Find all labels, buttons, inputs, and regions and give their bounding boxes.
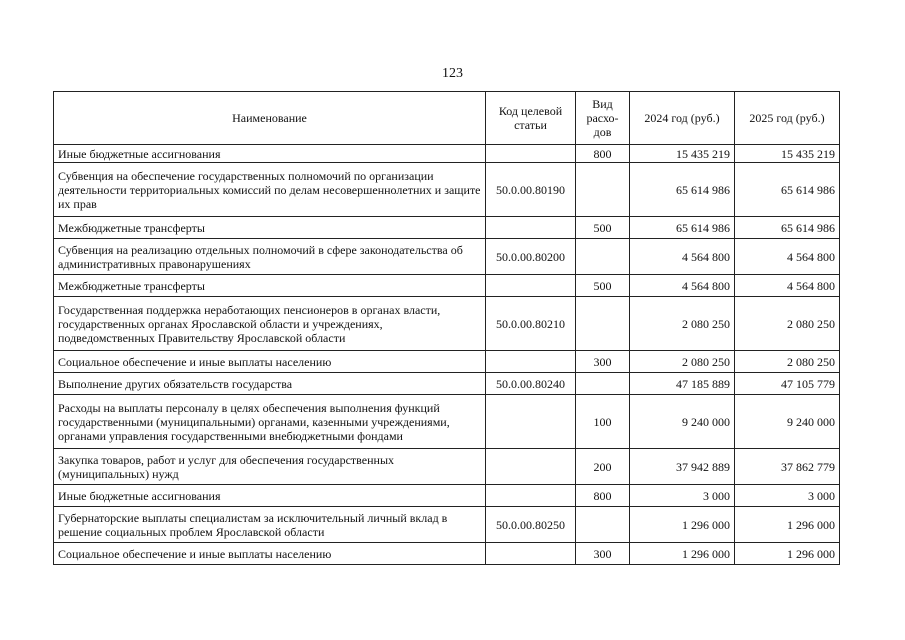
row-2024: 9 240 000: [630, 395, 735, 449]
row-code: 50.0.00.80190: [486, 163, 576, 217]
row-2024: 47 185 889: [630, 373, 735, 395]
table-body: [54, 145, 840, 565]
row-name: Субвенция на реализацию отдельных полномочий в сфере законодательства об административных правонарушениях: [54, 239, 486, 275]
header-code: Код целевой статьи: [486, 92, 576, 145]
row-code: 50.0.00.80200: [486, 239, 576, 275]
row-code: [486, 145, 576, 163]
row-name: Закупка товаров, работ и услуг для обеспечения государственных (муниципальных) нужд: [54, 449, 486, 485]
row-kind: 500: [576, 275, 630, 297]
row-code: [486, 395, 576, 449]
row-name: Социальное обеспечение и иные выплаты населению: [54, 351, 486, 373]
row-code: [486, 275, 576, 297]
row-code: [486, 449, 576, 485]
row-2025: 3 000: [735, 485, 840, 507]
row-code: 50.0.00.80240: [486, 373, 576, 395]
row-kind: [576, 507, 630, 543]
row-2025: 1 296 000: [735, 543, 840, 565]
row-2025: 9 240 000: [735, 395, 840, 449]
row-kind: [576, 297, 630, 351]
row-2024: 3 000: [630, 485, 735, 507]
row-kind: 300: [576, 543, 630, 565]
row-name: Расходы на выплаты персоналу в целях обеспечения выполнения функций государственными (муниципальными) органами, казенными учреждениями, органами управления государственными внебюджетными фондами: [54, 395, 486, 449]
table-row: [54, 395, 840, 449]
row-2024: 37 942 889: [630, 449, 735, 485]
header-name: Наименование: [54, 92, 486, 145]
table-row: [54, 485, 840, 507]
row-2025: 4 564 800: [735, 239, 840, 275]
row-code: [486, 543, 576, 565]
row-name: Иные бюджетные ассигнования: [54, 485, 486, 507]
row-2025: 1 296 000: [735, 507, 840, 543]
table-row: [54, 145, 840, 163]
header-2024: 2024 год (руб.): [630, 92, 735, 145]
row-2024: 65 614 986: [630, 163, 735, 217]
table-row: [54, 239, 840, 275]
header-kind: Вид расхо-дов: [576, 92, 630, 145]
header-2025: 2025 год (руб.): [735, 92, 840, 145]
row-kind: 500: [576, 217, 630, 239]
row-2025: 4 564 800: [735, 275, 840, 297]
row-2024: 1 296 000: [630, 543, 735, 565]
row-name: Государственная поддержка неработающих пенсионеров в органах власти, государственных органах Ярославской области и учреждениях, подведомственных Правительству Ярославской области: [54, 297, 486, 351]
row-name: Иные бюджетные ассигнования: [54, 145, 486, 163]
row-2024: 65 614 986: [630, 217, 735, 239]
row-code: 50.0.00.80250: [486, 507, 576, 543]
row-2024: 15 435 219: [630, 145, 735, 163]
row-name: Выполнение других обязательств государства: [54, 373, 486, 395]
row-code: 50.0.00.80210: [486, 297, 576, 351]
row-2024: 2 080 250: [630, 297, 735, 351]
row-name: Субвенция на обеспечение государственных полномочий по организации деятельности территориальных комиссий по делам несовершеннолетних и защите их прав: [54, 163, 486, 217]
row-2024: 4 564 800: [630, 275, 735, 297]
row-kind: [576, 239, 630, 275]
row-kind: [576, 163, 630, 217]
row-name: Межбюджетные трансферты: [54, 275, 486, 297]
row-kind: 100: [576, 395, 630, 449]
row-kind: 800: [576, 145, 630, 163]
row-2025: 65 614 986: [735, 163, 840, 217]
row-kind: 300: [576, 351, 630, 373]
budget-table: [53, 91, 840, 565]
row-2024: 1 296 000: [630, 507, 735, 543]
row-2025: 65 614 986: [735, 217, 840, 239]
table-header-row: [54, 92, 840, 145]
row-2025: 2 080 250: [735, 297, 840, 351]
row-2025: 15 435 219: [735, 145, 840, 163]
table-row: [54, 163, 840, 217]
table-row: [54, 543, 840, 565]
row-kind: 200: [576, 449, 630, 485]
row-kind: 800: [576, 485, 630, 507]
row-name: Губернаторские выплаты специалистам за исключительный личный вклад в решение социальных проблем Ярославской области: [54, 507, 486, 543]
table-row: [54, 217, 840, 239]
table-row: [54, 297, 840, 351]
table-row: [54, 373, 840, 395]
table-row: [54, 351, 840, 373]
table-row: [54, 449, 840, 485]
row-kind: [576, 373, 630, 395]
table-row: [54, 275, 840, 297]
row-name: Социальное обеспечение и иные выплаты населению: [54, 543, 486, 565]
row-2025: 37 862 779: [735, 449, 840, 485]
row-2024: 4 564 800: [630, 239, 735, 275]
table-row: [54, 507, 840, 543]
row-code: [486, 485, 576, 507]
row-code: [486, 217, 576, 239]
row-2025: 47 105 779: [735, 373, 840, 395]
row-code: [486, 351, 576, 373]
row-name: Межбюджетные трансферты: [54, 217, 486, 239]
row-2024: 2 080 250: [630, 351, 735, 373]
page-number: 123: [442, 66, 463, 81]
row-2025: 2 080 250: [735, 351, 840, 373]
